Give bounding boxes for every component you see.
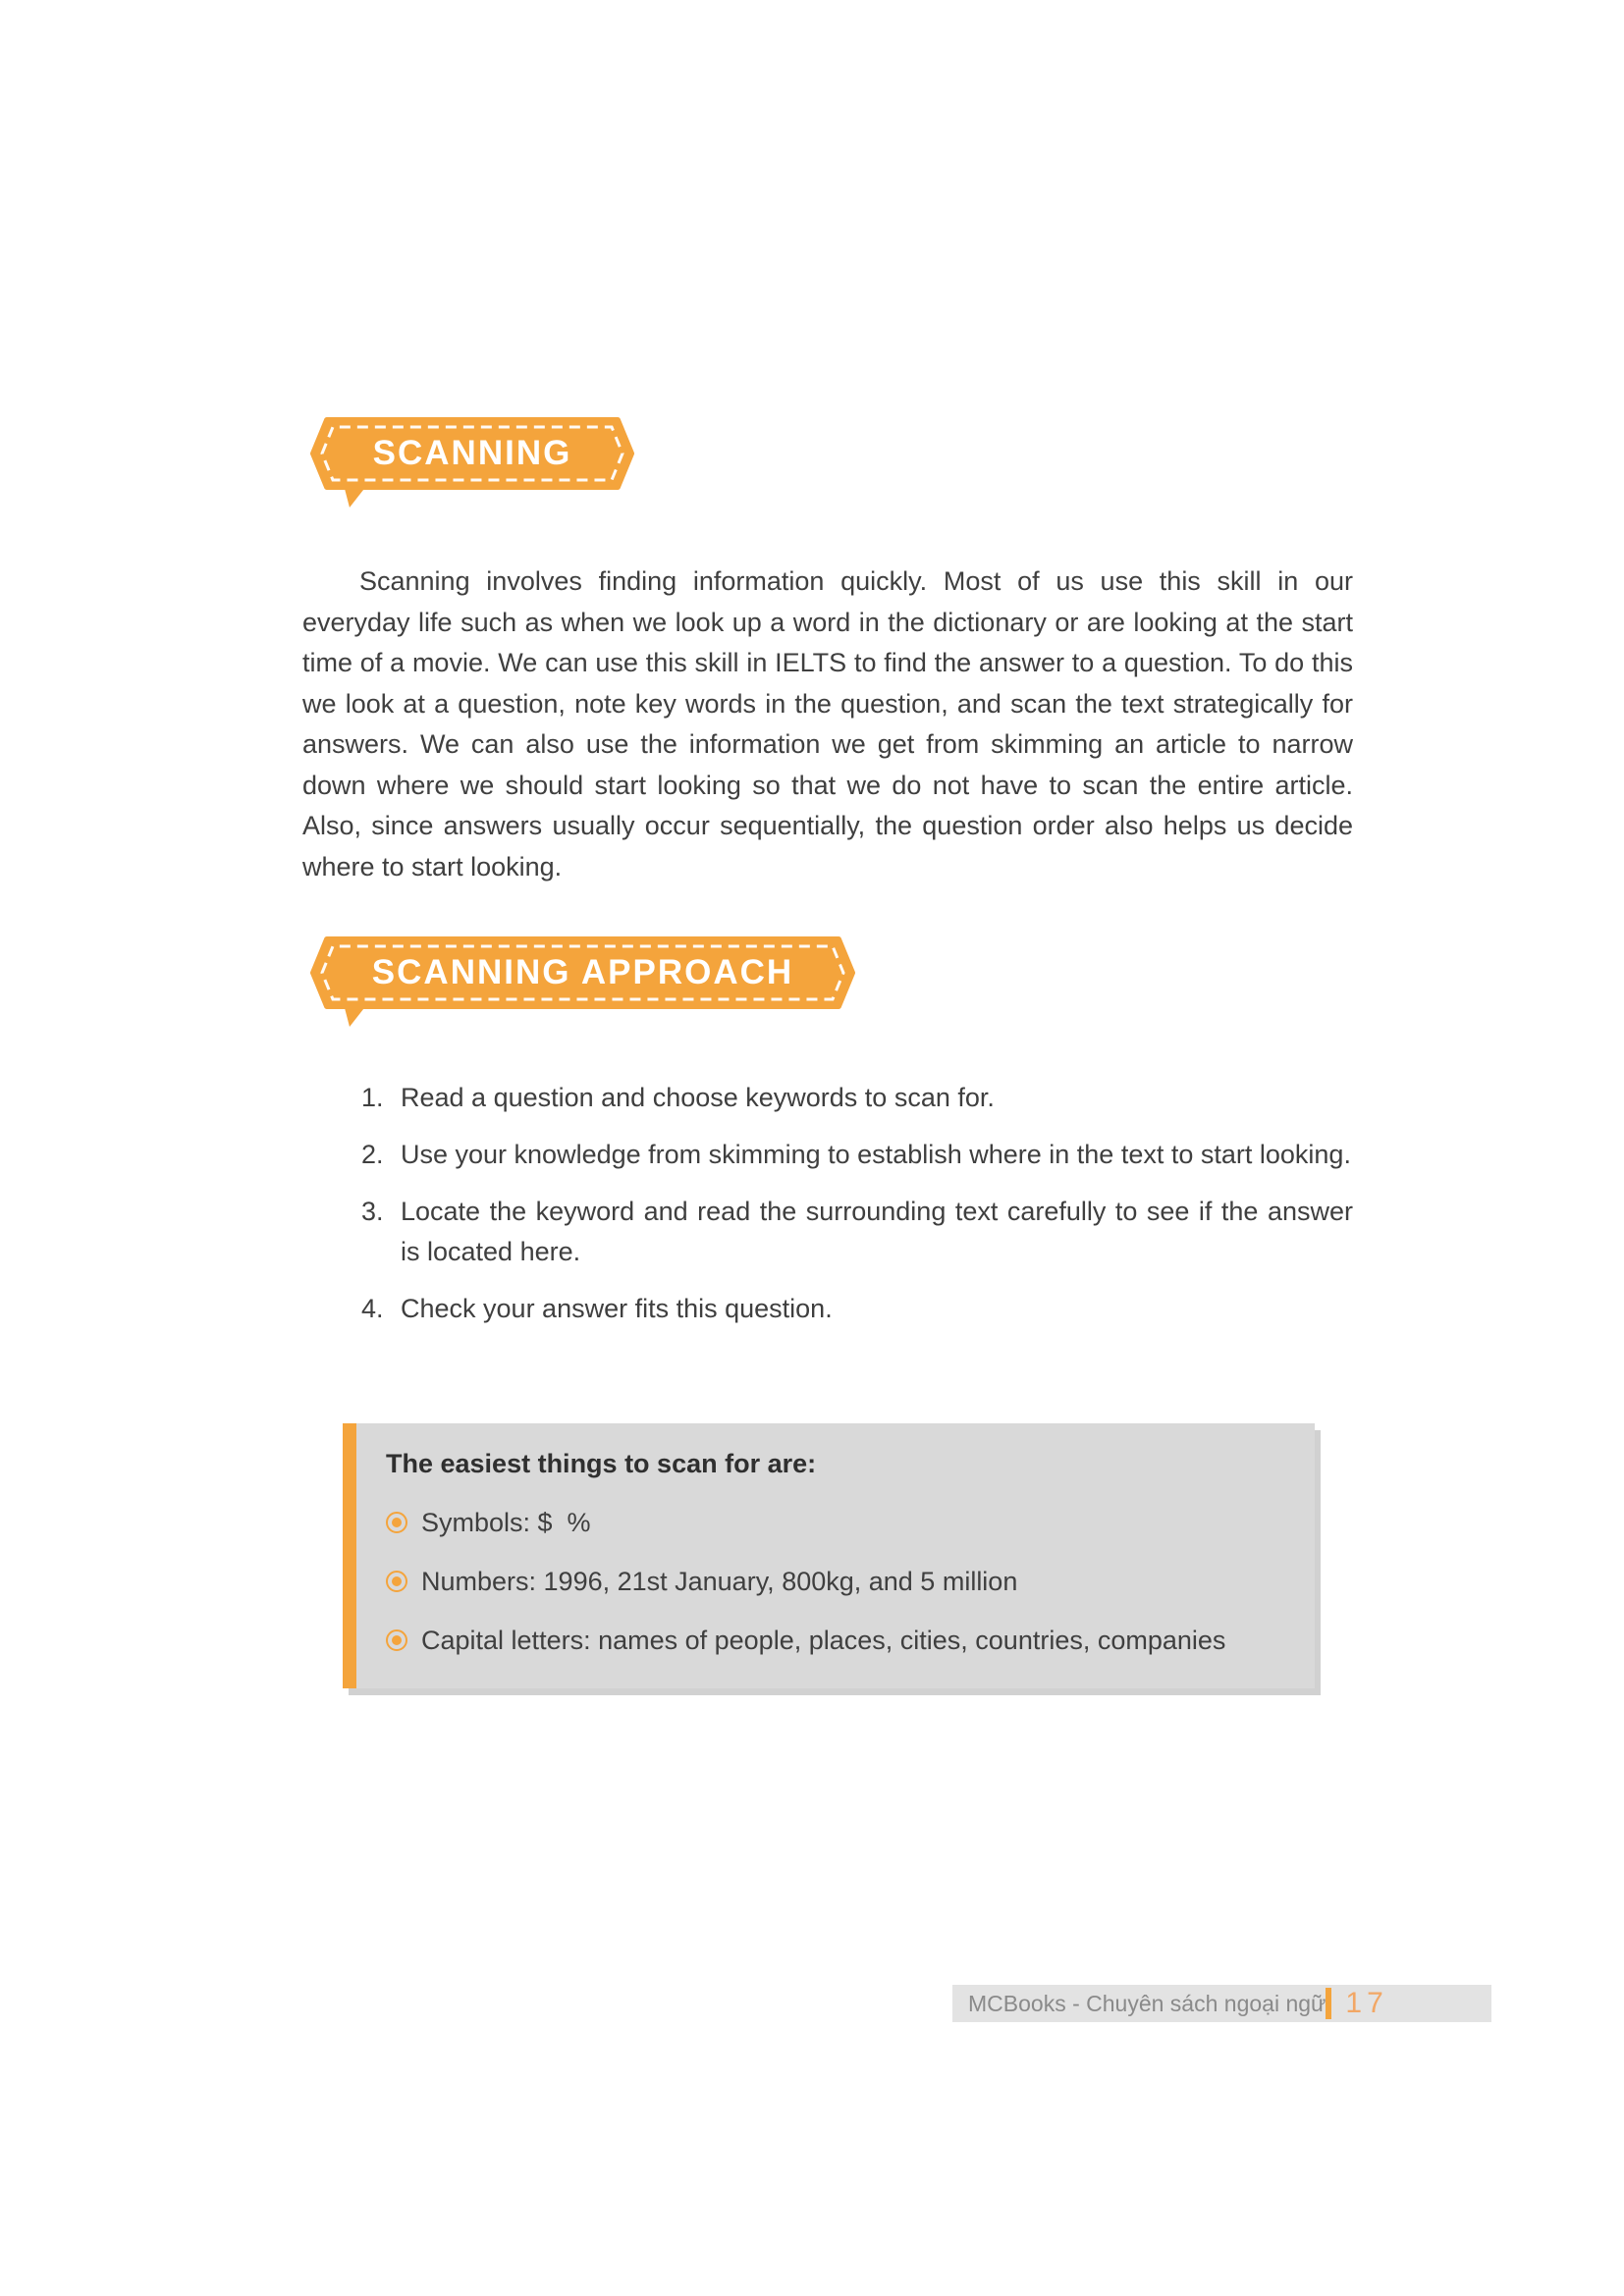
bullet-dot-icon	[386, 1512, 407, 1533]
item-number: 3.	[361, 1197, 384, 1226]
footer-bar	[952, 1985, 1491, 2022]
box-accent-bar	[343, 1423, 356, 1688]
item-text: Check your answer fits this question.	[401, 1294, 833, 1323]
scan-tip-text: Numbers: 1996, 21st January, 800kg, and 5 million	[421, 1567, 1018, 1596]
approach-item	[361, 1192, 1353, 1272]
page-number-separator	[1326, 1988, 1331, 2019]
approach-list	[361, 1078, 1353, 1346]
publisher-text: MCBooks - Chuyên sách ngoại ngữ	[968, 1990, 1326, 2016]
item-number: 2.	[361, 1140, 384, 1169]
scan-box-title: The easiest things to scan for are:	[386, 1449, 817, 1478]
scanning-badge-label: SCANNING	[372, 434, 572, 472]
scan-tip-text: Capital letters: names of people, places, cities, countries, companies	[421, 1626, 1226, 1655]
item-text: Read a question and choose keywords to scan for.	[401, 1083, 995, 1112]
scanning-intro-paragraph: Scanning involves finding information quickly. Most of us use this skill in our everyday life such as when we look up a word in the dictionary or are looking at the start time of a movie. We can use this skill in IELTS to find the answer to a question. To do this we look at a question, note key words in the question, and scan the text strategically for answers. We can also use the information we get from skimming an article to narrow down where we should start looking so that we do not have to scan the entire article. Also, since answers usually occur sequentially, the question order also helps us decide where to start looking.	[302, 566, 1353, 881]
item-number: 4.	[361, 1294, 384, 1323]
scan-tips-box	[343, 1423, 1315, 1688]
scan-tip-text: Symbols: $ %	[421, 1508, 591, 1537]
scan-tip-row	[386, 1562, 1281, 1602]
bullet-dot-icon	[386, 1629, 407, 1651]
scanning-badge	[310, 416, 634, 510]
approach-item	[361, 1135, 1353, 1175]
scan-tip-row	[386, 1621, 1281, 1661]
scanning-approach-badge	[310, 935, 855, 1030]
approach-item	[361, 1078, 1353, 1118]
item-number: 1.	[361, 1083, 384, 1112]
scanning-approach-badge-label: SCANNING APPROACH	[371, 953, 794, 991]
item-text: Locate the keyword and read the surrounding text carefully to see if the answer is located here.	[401, 1197, 1353, 1266]
approach-item	[361, 1289, 1353, 1329]
scan-tip-row	[386, 1503, 1281, 1543]
page-number: 17	[1345, 1987, 1388, 2019]
bullet-dot-icon	[386, 1571, 407, 1592]
item-text: Use your knowledge from skimming to establish where in the text to start looking.	[401, 1140, 1351, 1169]
